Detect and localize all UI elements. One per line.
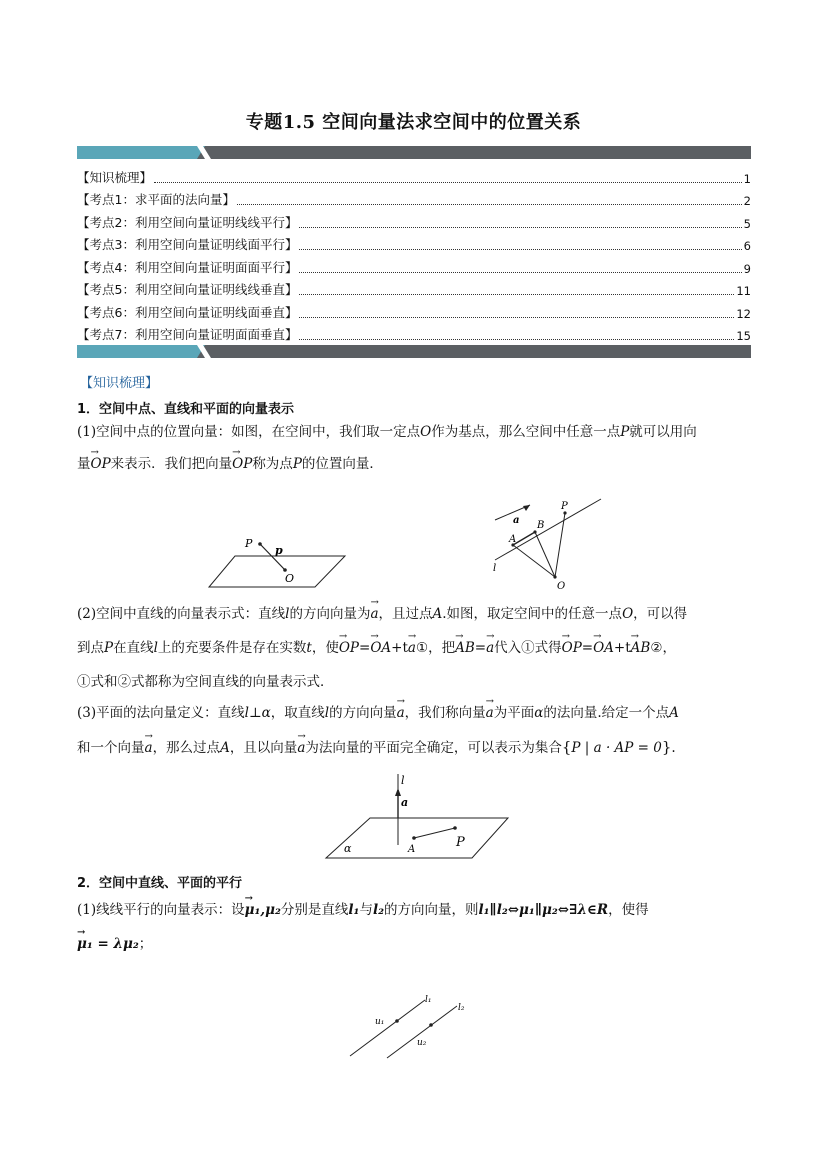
paragraph-1: (1)空间中点的位置向量：如图，在空间中，我们取一定点O作为基点，那么空间中任意一点P就可以用向 量→ OP来表示．我们把向量→ OP称为点P的位置向量． xyxy=(77,422,753,482)
figure-parallel-lines xyxy=(345,988,480,1060)
page-title: 专题1.5 空间向量法求空间中的位置关系 xyxy=(245,112,582,133)
toc-entry[interactable]: 【考点6：利用空间向量证明线面垂直】 12 xyxy=(77,305,751,321)
heading-2: 2．空间中直线、平面的平行 xyxy=(77,876,243,891)
svg-text:l₂: l₂ xyxy=(458,1003,465,1013)
svg-text:A: A xyxy=(509,534,517,545)
toc-entry[interactable]: 【考点5：利用空间向量证明线线垂直】 11 xyxy=(77,282,751,298)
svg-text:p: p xyxy=(275,544,283,557)
svg-text:O: O xyxy=(557,581,566,592)
svg-text:a: a xyxy=(401,796,409,809)
figure-normal-vector xyxy=(322,770,517,862)
svg-text:u₁: u₁ xyxy=(375,1017,385,1027)
footer-band xyxy=(77,345,751,358)
toc-entry[interactable]: 【考点7：利用空间向量证明面面垂直】 15 xyxy=(77,327,751,343)
svg-text:l: l xyxy=(401,774,405,787)
svg-text:A: A xyxy=(408,844,416,855)
toc-entry[interactable]: 【知识梳理】 1 xyxy=(77,170,751,186)
svg-text:B: B xyxy=(537,520,545,531)
toc-entry[interactable]: 【考点2：利用空间向量证明线线平行】 5 xyxy=(77,215,751,231)
paragraph-4: (1)线线平行的向量表示：设→ μ₁,μ₂分别是直线l₁与l₂的方向向量，则l₁∥l₂⇔μ₁∥μ₂⇔∃λ∈R，使得 → μ₁ = λμ₂； xyxy=(77,900,753,960)
toc-entry[interactable]: 【考点3：利用空间向量证明线面平行】 6 xyxy=(77,237,751,253)
svg-text:P: P xyxy=(456,835,465,850)
svg-text:O: O xyxy=(285,572,295,585)
table-of-contents xyxy=(77,160,751,343)
svg-text:P: P xyxy=(245,537,253,550)
svg-text:l₁: l₁ xyxy=(425,995,432,1005)
svg-text:l: l xyxy=(493,563,497,574)
section-heading: 【知识梳理】 xyxy=(80,376,159,391)
svg-text:P: P xyxy=(561,501,568,512)
paragraph-2: (2)空间中直线的向量表示式：直线l的方向向量为→ a，且过点A.如图，取定空间中的任意一点O，可以得 到点P在直线l上的充要条件是存在实数t，使→ OP=→ OA+t→ a①，把→ AB=→ a代入①式得→ OP=→ OA+t→ AB②， ①式和②式都称为空间直线的向量表示式． xyxy=(77,604,753,684)
figure-position-vector xyxy=(205,532,350,592)
paragraph-3: (3)平面的法向量定义：直线l⊥α，取直线l的方向向量→ a，我们称向量→ a为平面α的法向量.给定一个点A 和一个向量→ a，那么过点A，且以向量→ a为法向量的平面完全确定，可以表示为集合{P | a · AP = 0}. xyxy=(77,703,753,763)
header-band xyxy=(77,146,751,159)
svg-text:α: α xyxy=(344,842,352,855)
figure-line-vector xyxy=(485,495,605,595)
toc-entry[interactable]: 【考点1：求平面的法向量】 2 xyxy=(77,192,751,208)
toc-entry[interactable]: 【考点4：利用空间向量证明面面平行】 9 xyxy=(77,260,751,276)
svg-text:a: a xyxy=(513,515,520,526)
heading-1: 1．空间中点、直线和平面的向量表示 xyxy=(77,402,295,417)
svg-text:u₂: u₂ xyxy=(417,1038,427,1048)
